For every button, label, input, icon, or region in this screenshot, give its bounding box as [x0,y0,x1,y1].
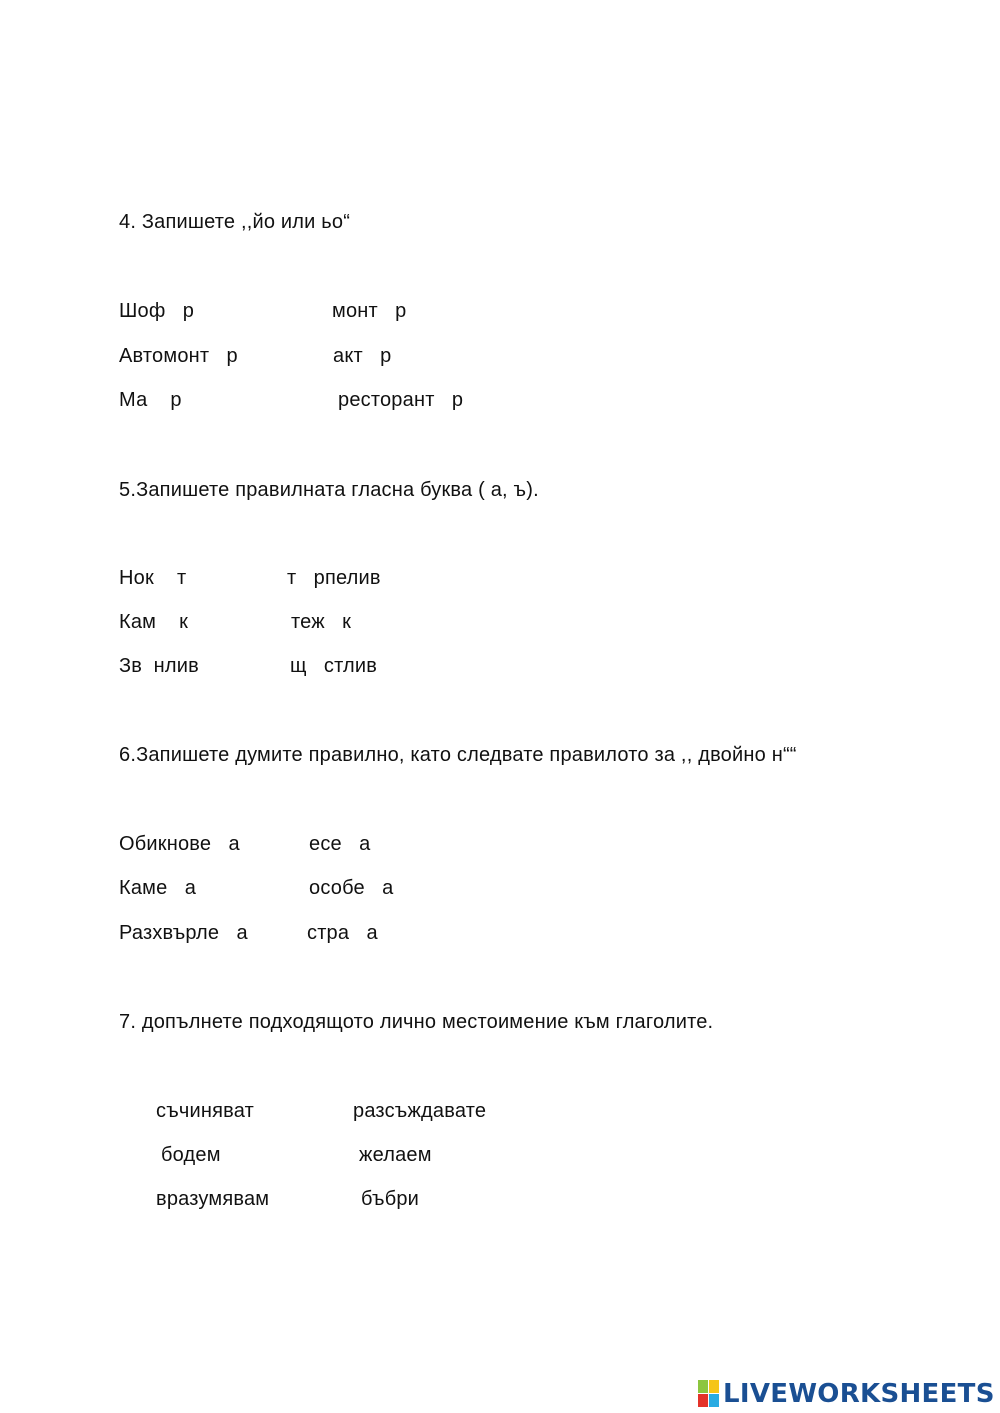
section-5-word-left-3: Зв нлив [119,655,199,677]
section-7-verb-left-1: съчиняват [156,1100,255,1122]
section-6-word-left-3: Разхвърле а [119,922,248,944]
section-4-word-left-2: Автомонт р [119,345,238,367]
section-5-word-right-2: теж к [291,611,352,633]
section-4-word-left-1: Шоф р [119,300,195,322]
section-6-word-right-1: есе а [309,833,371,855]
section-4-word-right-1: монт р [332,300,407,322]
section-6-heading: 6.Запишете думите правилно, като следвате правилото за ,, двойно н““ [119,744,797,766]
section-7-verb-right-3: бъбри [361,1188,420,1210]
section-7-verb-left-3: вразумявам [156,1188,270,1210]
section-7-verb-left-2: бодем [161,1144,221,1166]
section-6-word-left-1: Обикнове а [119,833,240,855]
section-4-word-left-3: Ма р [119,389,182,411]
section-5-word-left-1: Нок т [119,567,187,589]
liveworksheets-mark-icon [698,1380,720,1408]
section-6-word-left-2: Каме а [119,877,197,899]
section-7-heading: 7. допълнете подходящото лично местоимение към глаголите. [119,1011,714,1033]
section-5-word-right-1: т рпелив [287,567,381,589]
liveworksheets-logo[interactable] [698,1377,995,1411]
section-4-word-right-2: акт р [333,345,392,367]
section-4-word-right-3: ресторант р [338,389,464,411]
liveworksheets-logo-text: LIVEWORKSHEETS [723,1379,995,1409]
section-6-word-right-3: стра а [307,922,378,944]
section-5-heading: 5.Запишете правилната гласна буква ( а, ъ). [119,479,539,501]
section-5-word-left-2: Кам к [119,611,189,633]
section-7-verb-right-1: разсъждавате [353,1100,487,1122]
section-5-word-right-3: щ стлив [290,655,378,677]
section-4-heading: 4. Запишете ,,йо или ьо“ [119,211,351,233]
section-7-verb-right-2: желаем [359,1144,432,1166]
section-6-word-right-2: особе а [309,877,394,899]
